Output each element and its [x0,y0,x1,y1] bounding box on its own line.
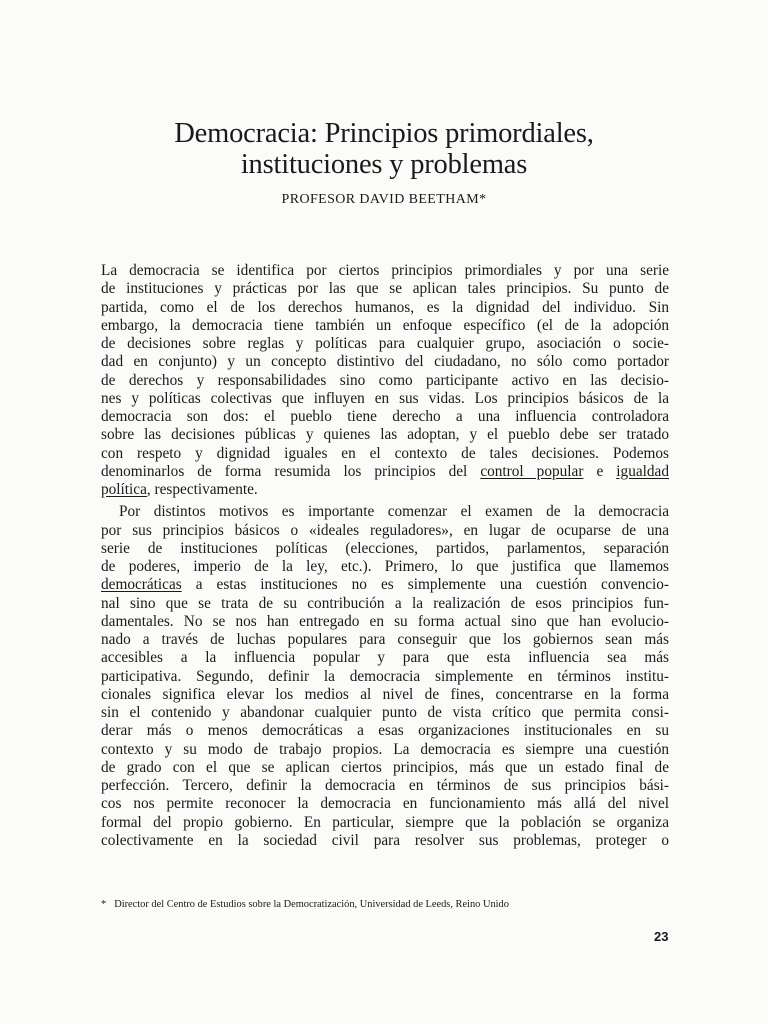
paragraph-line: de instituciones y prácticas por las que se aplican tales principios. Su punto de [101,280,669,298]
underlined-term-politica: política [101,481,147,498]
underlined-term-control-popular: control popular [480,462,584,480]
paragraph-line: dad en conjunto) y un concepto distintivo del ciudadano, no sólo como portador [101,353,669,371]
paragraph-line: democracia son dos: el pueblo tiene derecho a una influencia controladora [101,408,669,425]
article-title [0,118,768,180]
author-byline: PROFESOR DAVID BEETHAM* [281,192,487,207]
paragraph-line: de poderes, imperio de la ley, etc.). Primero, lo que justifica que llamemos [101,558,669,575]
paragraph-line: sin el contenido y abandonar cualquier punto de vista crítico que permita consi- [101,704,669,721]
line-text: , respectivamente. [146,481,258,498]
paragraph-line: accesibles a la influencia popular y para que esta influencia sea más [101,649,669,667]
paragraph-line: nado a través de luchas populares para conseguir que los gobiernos sean más [101,631,669,648]
paragraph-line-last [101,481,669,499]
paragraph-line: nal sino que se trata de su contribución a la realización de esos principios fun- [101,594,669,612]
article-body [101,262,669,850]
paragraph-line: cionales significa elevar los medios al nivel de fines, concentrarse en la forma [101,685,669,703]
paragraph-line: embargo, la democracia tiene también un enfoque específico (el de la adopción [101,316,669,334]
paragraph-line: de grado con el que se aplican ciertos principios, más que un estado final de [101,758,669,776]
footnote [101,898,669,911]
line-text: e [583,462,617,480]
paragraph-line: sobre las decisiones públicas y quienes las adoptan, y el pueblo debe ser tratado [101,426,669,444]
paragraph-line: participativa. Segundo, definir la democracia simplemente en términos institu- [101,667,669,685]
paragraph-1 [101,262,669,499]
paragraph-line: con respeto y dignidad iguales en el contexto de tales decisiones. Podemos [101,444,669,462]
paragraph-line: perfección. Tercero, definir la democracia en términos de sus principios bási- [101,777,669,794]
paragraph-line: derar más o menos democráticas a esas organizaciones institucionales en su [101,722,669,740]
article-title-line-1: Democracia: Principios primordiales, [174,118,594,149]
paragraph-line: por sus principios básicos o «ideales reguladores», en lugar de ocuparse de una [101,521,669,539]
footnote-marker: * [101,899,107,910]
paragraph-line: contexto y su modo de trabajo propios. La democracia es siempre una cuestión [101,740,669,758]
paragraph-line: La democracia se identifica por ciertos principios primordiales y por una serie [101,262,669,279]
footnote-text: Director del Centro de Estudios sobre la Democratización, Universidad de Leeds, Reino Unido [114,899,509,910]
paragraph-line-underlined-term [101,576,669,594]
paragraph-line: Por distintos motivos es importante comenzar el examen de la democracia [119,503,669,521]
paragraph-line: formal del propio gobierno. En particular, siempre que la población se organiza [101,813,669,831]
paragraph-line: nes y políticas colectivas que influyen en sus vidas. Los principios básicos de la [101,389,669,407]
line-text: a estas instituciones no es simplemente una cuestión convencio- [181,576,669,594]
paragraph-line-underlined-terms [101,463,669,481]
paragraph-line: damentales. No se nos han entregado en su forma actual sino que han evolucio- [101,612,669,630]
paragraph-line: cos nos permite reconocer la democracia en funcionamiento más allá del nivel [101,795,669,813]
underlined-term-democraticas: democráticas [101,576,182,594]
paragraph-line: de decisiones sobre reglas y políticas para cualquier grupo, asociación o socie- [101,335,669,352]
paragraph-line: de derechos y responsabilidades sino como participante activo en las decisio- [101,371,669,389]
line-text: denominarlos de forma resumida los principios del [101,462,481,480]
paragraph-line: colectivamente en la sociedad civil para resolver sus problemas, proteger o [101,831,669,849]
paragraph-line: serie de instituciones políticas (elecciones, partidos, parlamentos, separación [101,539,669,557]
underlined-term-igualdad: igualdad [616,462,669,480]
article-title-line-2: instituciones y problemas [240,149,528,180]
page-number: 23 [654,929,669,944]
paragraph-2 [101,503,669,850]
paragraph-line: partida, como el de los derechos humanos, es la dignidad del individuo. Sin [101,298,669,316]
